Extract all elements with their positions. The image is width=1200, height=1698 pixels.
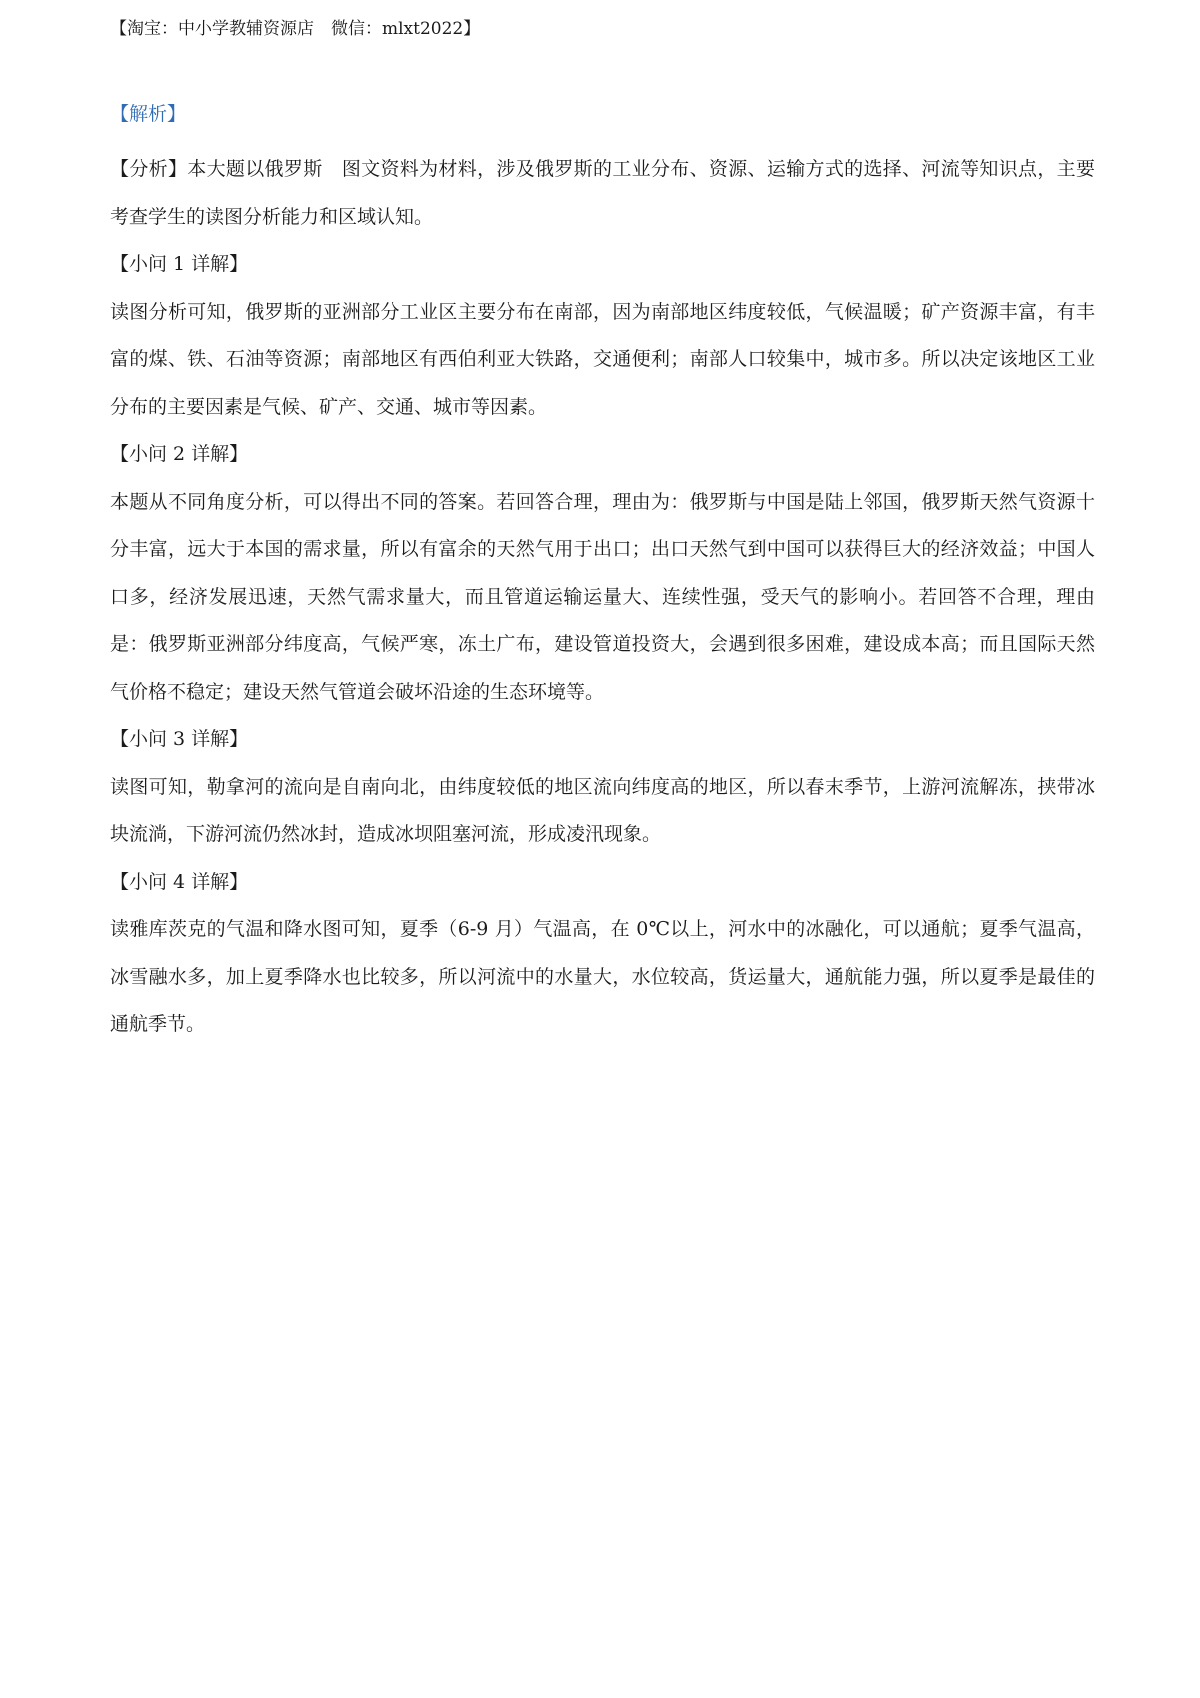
answer-content [110, 100, 1095, 1049]
section-title: 【解析】 [110, 103, 187, 125]
question-3-body: 读图可知，勒拿河的流向是自南向北，由纬度较低的地区流向纬度高的地区，所以春末季节，上游河流解冻，挟带冰块流淌，下游河流仍然冰封，造成冰坝阻塞河流，形成凌汛现象。 [110, 775, 1095, 845]
question-2-body: 本题从不同角度分析，可以得出不同的答案。若回答合理，理由为：俄罗斯与中国是陆上邻国，俄罗斯天然气资源十分丰富，远大于本国的需求量，所以有富余的天然气用于出口；出口天然气到中国可以获得巨大的经济效益；中国人口多，经济发展迅速，天然气需求量大，而且管道运输运量大、连续性强，受天气的影响小。若回答不合理，理由是：俄罗斯亚洲部分纬度高，气候严寒，冻土广布，建设管道投资大，会遇到很多困难，建设成本高；而且国际天然气价格不稳定；建设天然气管道会破坏沿途的生态环境等。 [110, 490, 1095, 703]
question-4-body: 读雅库茨克的气温和降水图可知，夏季（6-9 月）气温高，在 0℃以上，河水中的冰融化，可以通航；夏季气温高，冰雪融水多，加上夏季降水也比较多，所以河流中的水量大，水位较高，货运量大，通航能力强，所以夏季是最佳的通航季节。 [110, 918, 1095, 1035]
header-watermark: 【淘宝：中小学教辅资源店 微信：mlxt2022】 [110, 19, 481, 39]
analysis-paragraph: 【分析】本大题以俄罗斯 图文资料为材料，涉及俄罗斯的工业分布、资源、运输方式的选择、河流等知识点，主要考查学生的读图分析能力和区域认知。 [110, 158, 1095, 228]
question-2-heading: 【小问 2 详解】 [110, 443, 249, 465]
question-3-heading: 【小问 3 详解】 [110, 728, 249, 750]
question-1-heading: 【小问 1 详解】 [110, 253, 249, 275]
question-1-body: 读图分析可知，俄罗斯的亚洲部分工业区主要分布在南部，因为南部地区纬度较低，气候温暖；矿产资源丰富，有丰富的煤、铁、石油等资源；南部地区有西伯利亚大铁路，交通便利；南部人口较集中，城市多。所以决定该地区工业分布的主要因素是气候、矿产、交通、城市等因素。 [110, 300, 1095, 418]
question-4-heading: 【小问 4 详解】 [110, 870, 249, 893]
